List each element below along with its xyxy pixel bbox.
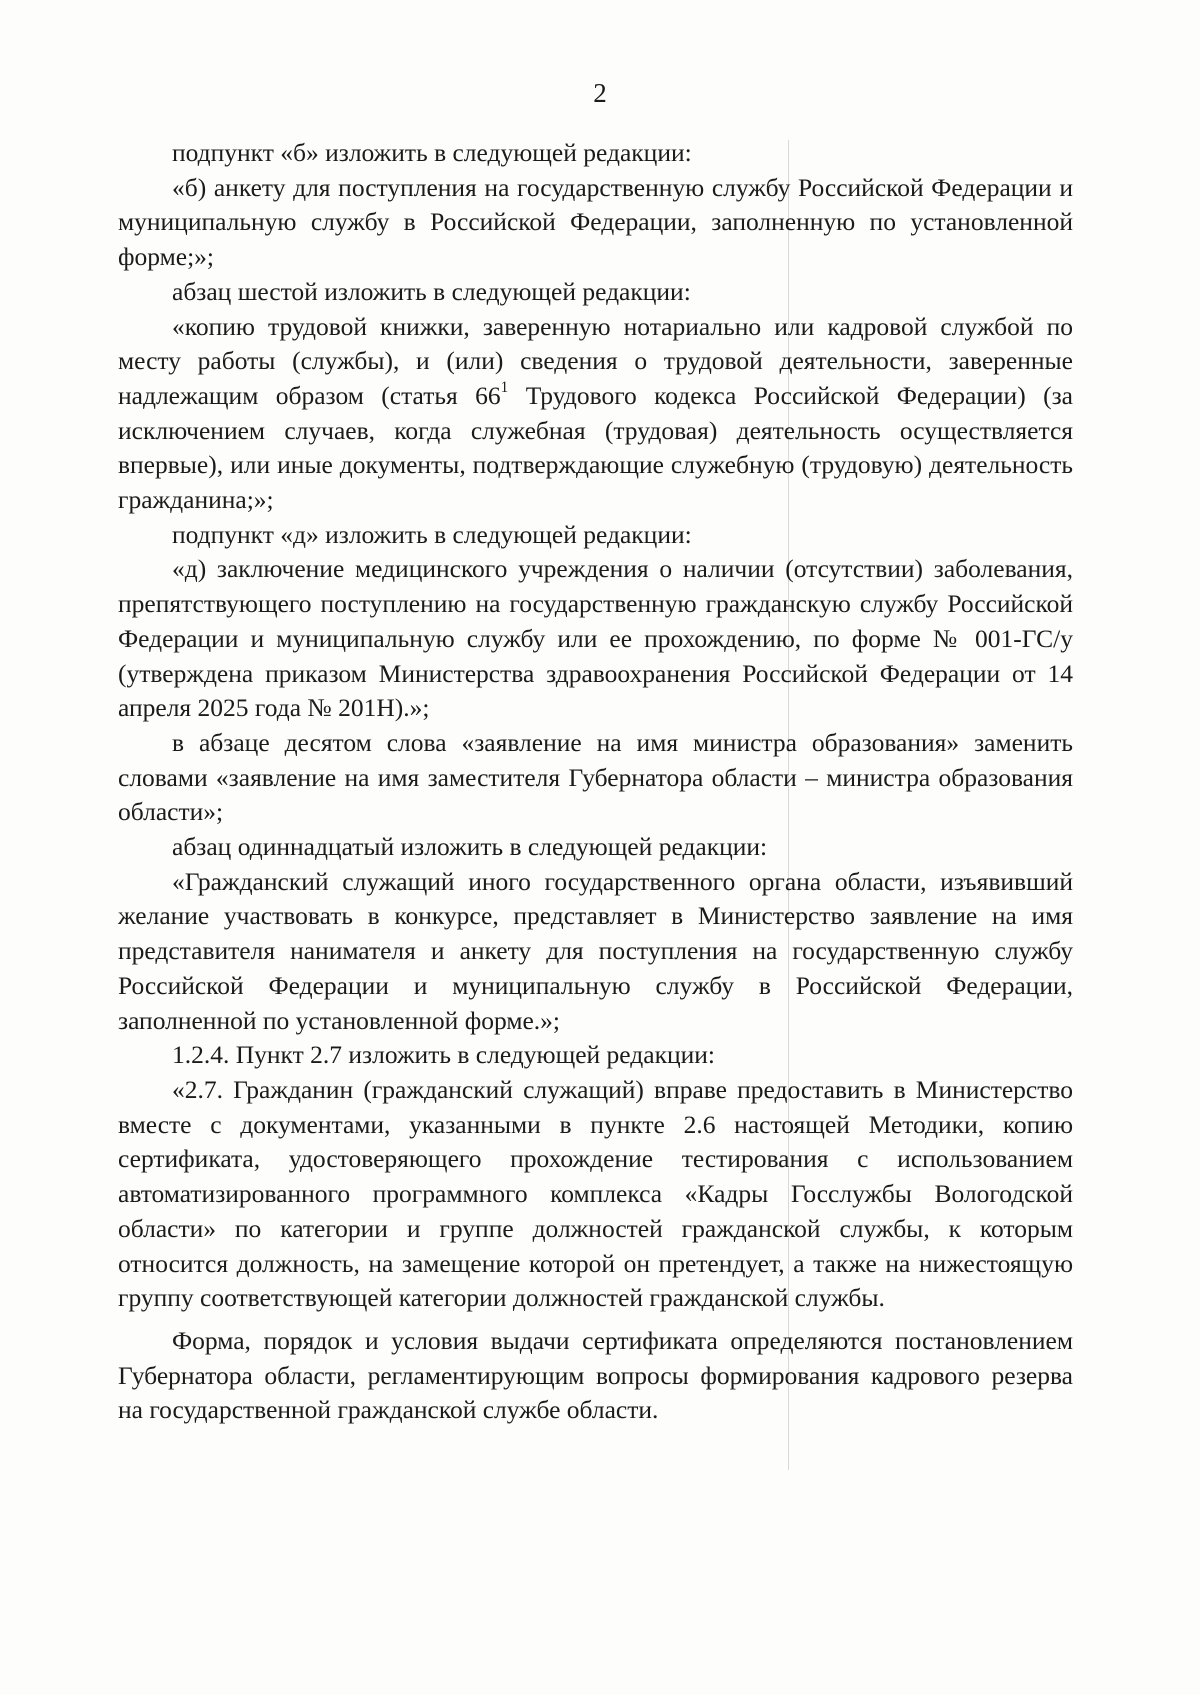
page-number: 2	[593, 78, 607, 108]
paragraph-4-part-2: Трудового кодекса Российской Федерации) (за исключением случаев, когда служебная (трудовая) деятельность осуществляется впервые), или иные документы, подтверждающие служебную (трудовую) деятельность гражданина;»;	[118, 380, 1073, 515]
article-superscript: 1	[500, 379, 509, 397]
paragraph-4	[118, 310, 1073, 518]
paragraph-1: подпункт «б» изложить в следующей редакции:	[172, 138, 692, 167]
paragraph-10: 1.2.4. Пункт 2.7 изложить в следующей редакции:	[172, 1040, 715, 1070]
paragraph-2: «б) анкету для поступления на государственную службу Российской Федерации и муниципальную службу в Российской Федерации, заполненную по установленной форме;»;	[118, 172, 1073, 272]
paragraph-3: абзац шестой изложить в следующей редакции:	[172, 276, 691, 306]
paragraph-7: в абзаце десятом слова «заявление на имя министра образования» заменить словами «заявление на имя заместителя Губернатора области – министра образования области»;	[118, 727, 1073, 827]
paragraph-11: «2.7. Гражданин (гражданский служащий) вправе предоставить в Министерство вместе с документами, указанными в пункте 2.6 настоящей Методики, копию сертификата, удостоверяющего прохождение тестирования с использованием автоматизированного программного комплекса «Кадры Госслужбы Вологодской области» по категории и группе должностей гражданской службы, к которым относится должность, на замещение которой он претендует, а также на нижестоящую группу соответствующей категории должностей гражданской службы.	[118, 1074, 1073, 1313]
paragraph-4-part-1: «копию трудовой книжки, заверенную нотариально или кадровой службой по месту работы (службы), и (или) сведения о трудовой деятельности, заверенные надлежащим образом (статья 66	[118, 311, 1073, 410]
paragraph-9: «Гражданский служащий иного государственного органа области, изъявивший желание участвовать в конкурсе, представляет в Министерство заявление на имя представителя нанимателя и анкету для поступления на государственную службу Российской Федерации и муниципальную службу в Российской Федерации, заполненной по установленной форме.»;	[118, 866, 1073, 1035]
paragraph-6: «д) заключение медицинского учреждения о наличии (отсутствии) заболевания, препятствующего поступлению на государственную гражданскую службу Российской Федерации и муниципальную службу или ее прохождению, по форме № 001-ГС/у (утверждена приказом Министерства здравоохранения Российской Федерации от 14 апреля 2025 года № 201Н).»;	[118, 554, 1073, 723]
paragraph-8: абзац одиннадцатый изложить в следующей редакции:	[172, 832, 768, 862]
document-body	[118, 136, 1073, 1428]
paragraph-12: Форма, порядок и условия выдачи сертификата определяются постановлением Губернатора области, регламентирующим вопросы формирования кадрового резерва на государственной гражданской службе области.	[118, 1325, 1073, 1425]
paragraph-5: подпункт «д» изложить в следующей редакции:	[172, 519, 692, 549]
